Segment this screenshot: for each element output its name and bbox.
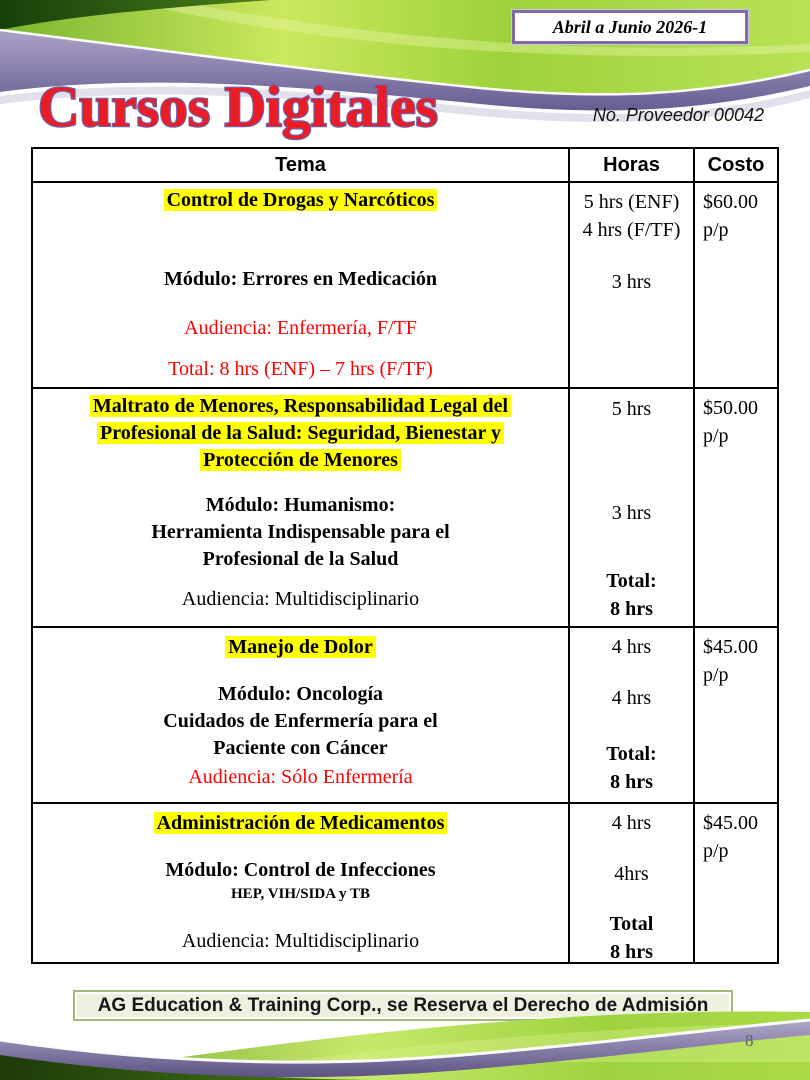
cost-unit: p/p: [703, 664, 729, 686]
course-audience: Audiencia: Sólo Enfermería: [188, 766, 413, 788]
hours-line: 3 hrs: [611, 502, 652, 524]
course-title: Administración de Medicamentos: [154, 812, 448, 834]
hours-total-value: 8 hrs: [610, 771, 653, 793]
course-title: Control de Drogas y Narcóticos: [164, 189, 438, 211]
cost-amount: $50.00: [703, 397, 758, 419]
course-module: Profesional de la Salud: [202, 548, 399, 570]
hours-line: 4 hrs: [611, 812, 652, 834]
hours-line: 5 hrs: [611, 398, 652, 420]
footer-wave-graphic: [0, 990, 810, 1080]
course-module: Módulo: Oncología: [217, 683, 383, 705]
term-badge: [512, 10, 748, 44]
table-row-dolor: [33, 626, 777, 802]
horas-cell: [570, 804, 695, 962]
hours-line: 4 hrs: [611, 636, 652, 658]
table-row-maltrato: [33, 387, 777, 626]
column-header-tema: Tema: [33, 149, 570, 181]
table-row-drogas: [33, 181, 777, 387]
tema-cell: [33, 628, 570, 802]
course-module: Cuidados de Enfermería para el: [163, 710, 438, 732]
hours-line: 5 hrs (ENF): [583, 191, 680, 213]
hours-line: 3 hrs: [611, 271, 652, 293]
hours-total-label: Total:: [606, 743, 657, 765]
term-badge-label: Abril a Junio 2026-1: [552, 16, 708, 37]
tema-cell: [33, 804, 570, 962]
course-audience: Audiencia: Enfermería, F/TF: [184, 317, 417, 339]
course-title: Profesional de la Salud: Seguridad, Bienestar y: [97, 422, 504, 444]
course-title: Protección de Menores: [200, 449, 401, 471]
admission-notice-text: AG Education & Training Corp., se Reserva el Derecho de Admisión: [97, 994, 709, 1016]
course-module: Módulo: Humanismo:: [205, 494, 396, 516]
hours-total-value: 8 hrs: [610, 941, 653, 962]
hours-total-label: Total: [609, 913, 654, 935]
cost-amount: $45.00: [703, 812, 758, 834]
cost-unit: p/p: [703, 425, 729, 447]
course-total: Total: 8 hrs (ENF) – 7 hrs (F/TF): [168, 358, 433, 380]
course-title: Manejo de Dolor: [225, 636, 375, 658]
courses-table: [31, 147, 779, 964]
hours-line: 4 hrs: [611, 687, 652, 709]
horas-cell: [570, 183, 695, 387]
hours-line: 4hrs: [614, 863, 649, 885]
course-title: Maltrato de Menores, Responsabilidad Legal del: [90, 395, 511, 417]
tema-cell: [33, 183, 570, 387]
course-module: Módulo: Errores en Medicación: [163, 268, 438, 290]
cost-amount: $60.00: [703, 191, 758, 213]
course-audience: Audiencia: Multidisciplinario: [181, 588, 420, 610]
hours-total-label: Total:: [606, 570, 657, 592]
hours-line: 4 hrs (F/TF): [582, 219, 681, 241]
table-row-medicamentos: [33, 802, 777, 962]
costo-cell: [695, 183, 777, 387]
course-audience: Audiencia: Multidisciplinario: [181, 930, 420, 952]
course-module: Herramienta Indispensable para el: [151, 521, 450, 543]
cost-unit: p/p: [703, 219, 729, 241]
costo-cell: [695, 389, 777, 626]
course-module: Paciente con Cáncer: [213, 737, 388, 759]
page-title: Cursos Digitales: [38, 74, 438, 139]
horas-cell: [570, 628, 695, 802]
horas-cell: [570, 389, 695, 626]
hours-total-value: 8 hrs: [610, 598, 653, 620]
course-module: Módulo: Control de Infecciones: [165, 859, 436, 881]
page-number: 8: [745, 1031, 754, 1050]
costo-cell: [695, 628, 777, 802]
costo-cell: [695, 804, 777, 962]
cost-unit: p/p: [703, 840, 729, 862]
course-module-detail: HEP, VIH/SIDA y TB: [231, 886, 370, 902]
cost-amount: $45.00: [703, 636, 758, 658]
table-header-row: [33, 149, 777, 181]
column-header-costo: Costo: [707, 154, 765, 176]
tema-cell: [33, 389, 570, 626]
provider-number: No. Proveedor 00042: [592, 105, 764, 125]
column-header-horas: Horas: [570, 149, 695, 181]
